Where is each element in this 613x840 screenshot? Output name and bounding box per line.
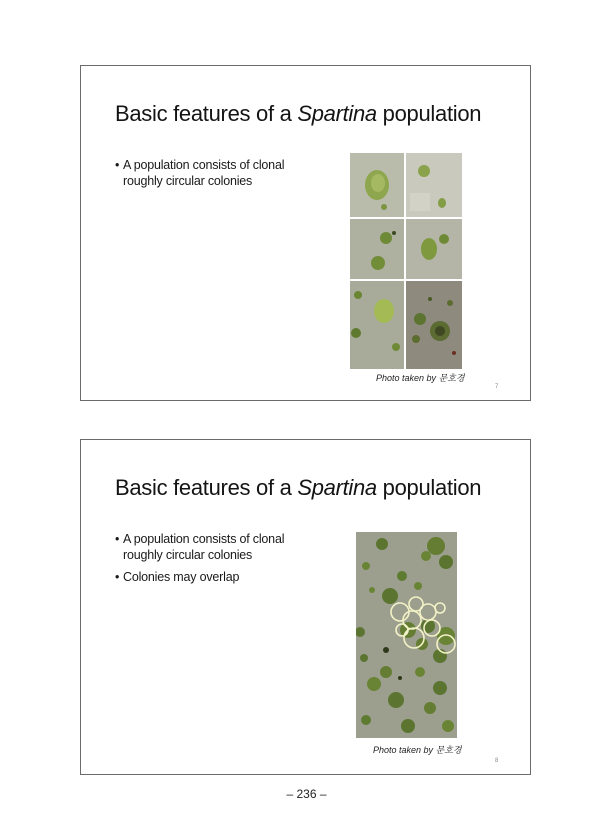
photo-credit: Photo taken by 문호경 — [373, 745, 462, 755]
bullet-item: • A population consists of clonal roughly circular colonies — [115, 531, 315, 563]
slide-number: 8 — [495, 758, 499, 764]
page-number: – 236 – — [286, 787, 327, 801]
bullet-list — [115, 531, 315, 591]
overlapping-colonies-photo — [356, 532, 457, 738]
bullet-item: • Colonies may overlap — [115, 569, 315, 585]
spartina-colonies-photo-grid — [350, 153, 462, 369]
slide-title: Basic features of a Spartina population — [115, 475, 482, 500]
slide-7 — [80, 65, 531, 401]
bullet-item: • A population consists of clonal roughly circular colonies — [115, 157, 315, 189]
slide-title: Basic features of a Spartina population — [115, 101, 482, 126]
bullet-list — [115, 157, 315, 195]
slide-8 — [80, 439, 531, 775]
slide-number: 7 — [495, 384, 499, 390]
photo-credit: Photo taken by 문호경 — [376, 373, 465, 383]
